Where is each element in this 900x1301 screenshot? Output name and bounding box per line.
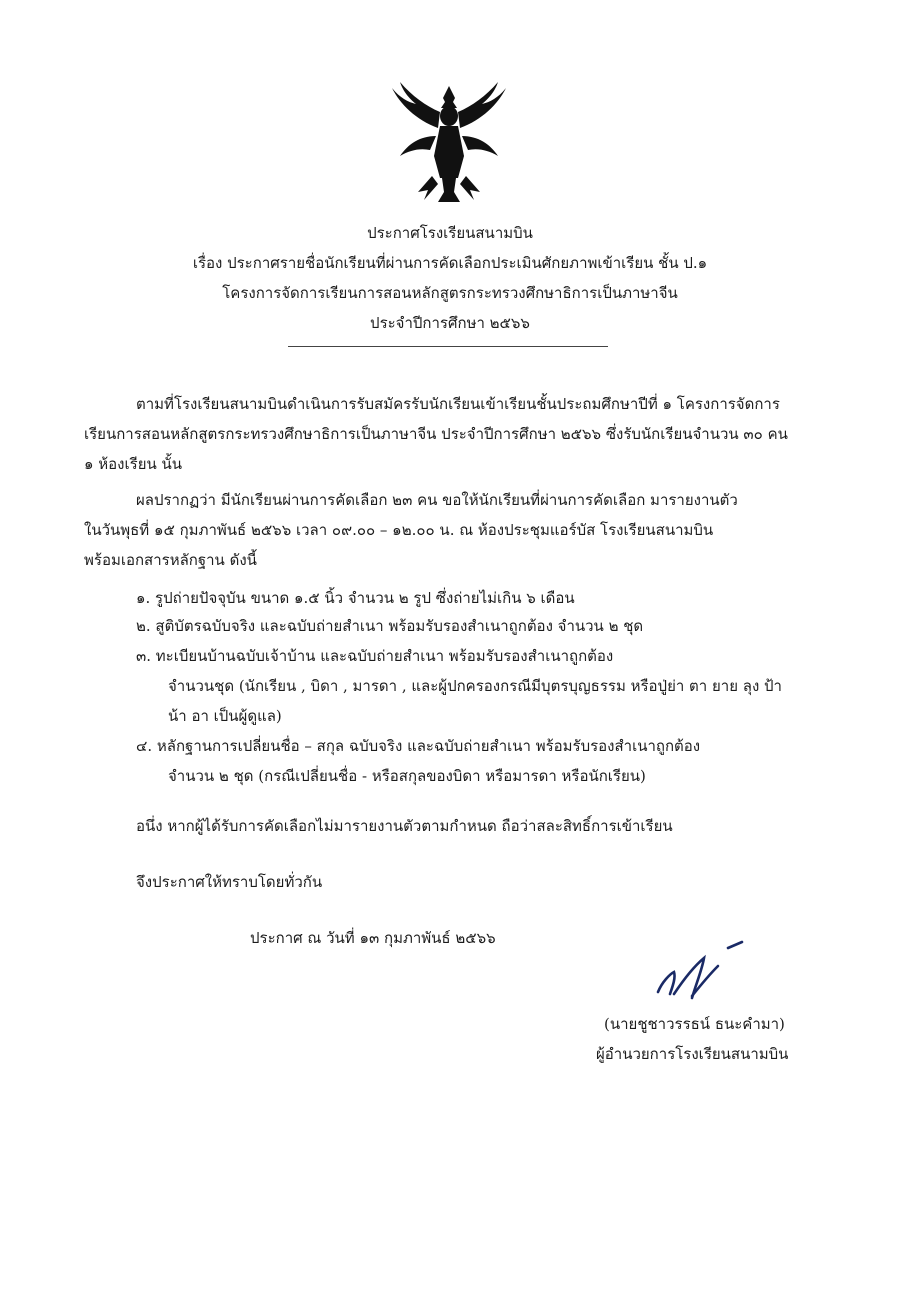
list-item-3-cont-2: น้า อา เป็นผู้ดูแล)	[168, 707, 282, 725]
note-text: อนึ่ง หากผู้ได้รับการคัดเลือกไม่มารายงานตัวตามกำหนด ถือว่าสละสิทธิ์การเข้าเรียน	[136, 817, 673, 835]
list-item-2: ๒. สูติบัตรฉบับจริง และฉบับถ่ายสำเนา พร้อมรับรองสำเนาถูกต้อง จำนวน ๒ ชุด	[136, 617, 644, 635]
para2-line-2: ในวันพุธที่ ๑๕ กุมภาพันธ์ ๒๕๖๖ เวลา ๐๙.๐๐ – ๑๒.๐๐ น. ณ ห้องประชุมแอร์บัส โรงเรียนสนามบิน	[84, 521, 714, 539]
closing-text: จึงประกาศให้ทราบโดยทั่วกัน	[136, 873, 323, 891]
list-item-4-cont-1: จำนวน ๒ ชุด (กรณีเปลี่ยนชื่อ - หรือสกุลของบิดา หรือมารดา หรือนักเรียน)	[168, 767, 646, 785]
list-item-3-cont-1: จำนวนชุด (นักเรียน , บิดา , มารดา , และผู้ปกครองกรณีมีบุตรบุญธรรม หรือปู่ย่า ตา ยาย ลุง ป้า	[168, 677, 782, 695]
handwritten-signature	[652, 938, 748, 1004]
heading-line-2: เรื่อง ประกาศรายชื่อนักเรียนที่ผ่านการคัดเลือกประเมินศักยภาพเข้าเรียน ชั้น ป.๑	[192, 254, 708, 272]
list-item-3: ๓. ทะเบียนบ้านฉบับเจ้าบ้าน และฉบับถ่ายสำเนา พร้อมรับรองสำเนาถูกต้อง	[136, 647, 614, 665]
list-item-4: ๔. หลักฐานการเปลี่ยนชื่อ – สกุล ฉบับจริง และฉบับถ่ายสำเนา พร้อมรับรองสำเนาถูกต้อง	[136, 737, 701, 755]
para1-line-1: ตามที่โรงเรียนสนามบินดำเนินการรับสมัครรับนักเรียนเข้าเรียนชั้นประถมศึกษาปีที่ ๑ โครงการจัดการ	[136, 395, 780, 413]
para1-line-3: ๑ ห้องเรียน นั้น	[84, 455, 183, 473]
heading-line-1: ประกาศโรงเรียนสนามบิน	[367, 224, 533, 242]
signer-name: (นายชูชาวรรธน์ ธนะคำมา)	[604, 1015, 785, 1033]
para2-line-1: ผลปรากฏว่า มีนักเรียนผ่านการคัดเลือก ๒๓ คน ขอให้นักเรียนที่ผ่านการคัดเลือก มารายงานตัว	[136, 491, 738, 509]
signer-position: ผู้อำนวยการโรงเรียนสนามบิน	[596, 1045, 789, 1063]
list-item-1: ๑. รูปถ่ายปัจจุบัน ขนาด ๑.๕ นิ้ว จำนวน ๒ รูป ซึ่งถ่ายไม่เกิน ๖ เดือน	[136, 589, 575, 607]
heading-line-3: โครงการจัดการเรียนการสอนหลักสูตรกระทรวงศึกษาธิการเป็นภาษาจีน	[222, 284, 678, 302]
announcement-date: ประกาศ ณ วันที่ ๑๓ กุมภาพันธ์ ๒๕๖๖	[250, 929, 496, 947]
para1-line-2: เรียนการสอนหลักสูตรกระทรวงศึกษาธิการเป็นภาษาจีน ประจำปีการศึกษา ๒๕๖๖ ซึ่งรับนักเรียนจำนวน ๓๐ คน	[84, 425, 788, 443]
para2-line-3: พร้อมเอกสารหลักฐาน ดังนี้	[84, 551, 257, 569]
heading-divider	[288, 346, 608, 347]
garuda-emblem	[386, 80, 512, 208]
heading-line-4: ประจำปีการศึกษา ๒๕๖๖	[370, 314, 530, 332]
